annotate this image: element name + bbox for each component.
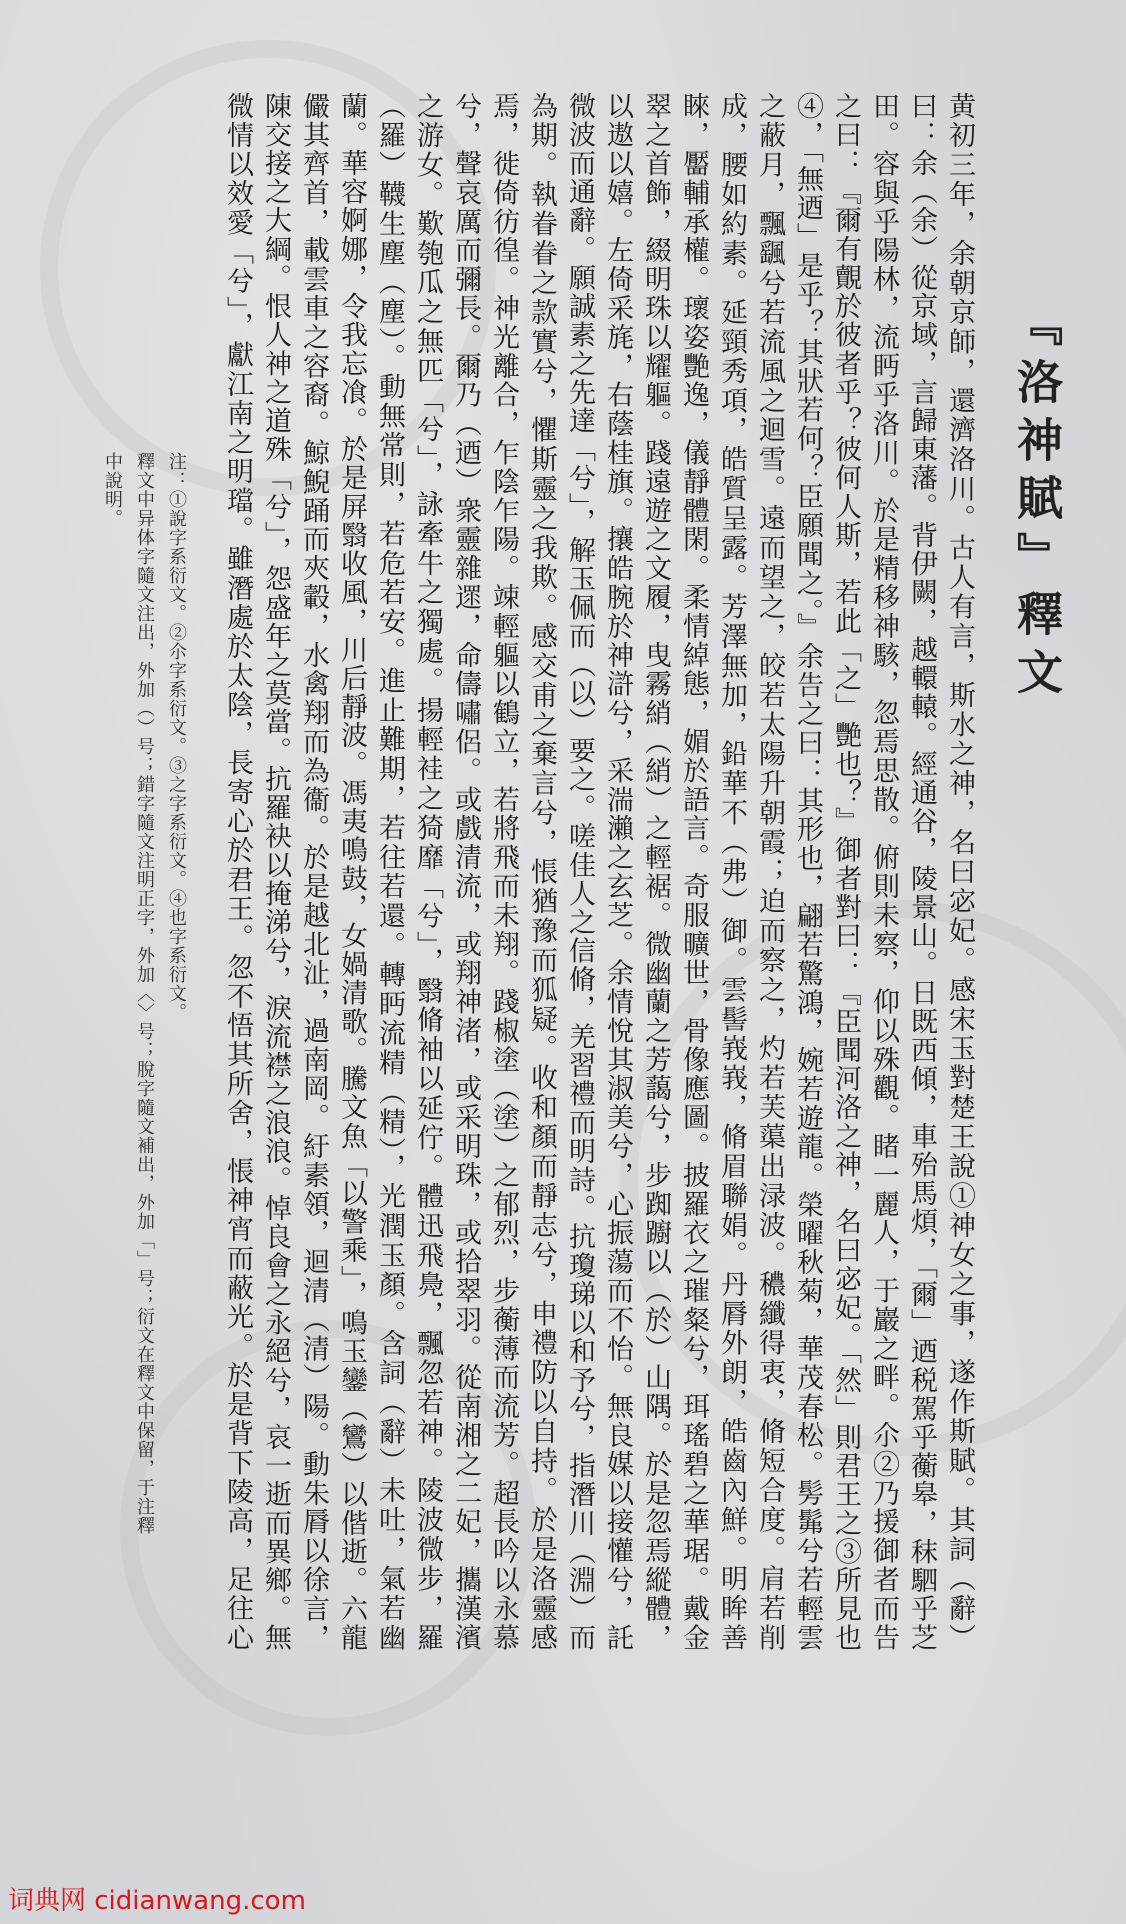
note-line: 中說明。 <box>102 452 123 528</box>
note-line: 注：①說字系衍文。②尒字系衍文。③之字系衍文。④也字系衍文。 <box>166 452 187 1022</box>
site-watermark: 词典网 cidianwang.com <box>8 1886 306 1916</box>
document-title: 『洛神賦』釋文 <box>1010 300 1064 706</box>
transcription-text: 黄初三年，余朝京師，還濟洛川。古人有言，斯水之神，名曰宓妃。感宋玉對楚王說①神女之事，遂作斯賦。其詞（辭）曰：余（余）從京域，言歸東藩。背伊闕，越轘轅。經通谷，陵景山。日既西傾，車殆馬煩，「爾」迺税駕乎蘅皋，秣駟乎芝田。容與乎陽林，流眄乎洛川。於是精移神駭，忽焉思散。俯則未察，仰以殊觀。睹一麗人，于巖之畔。尒②乃援御者而告之曰：『爾有覿於彼者乎？彼何人斯，若此「之」艷也？』御者對曰：『臣聞河洛之神，名曰宓妃。「然」則君王之③所見也④，「無迺」是乎？其狀若何？臣願聞之。』余告之曰：其形也，翩若驚鴻，婉若遊龍。榮曜秋菊，華茂春松。髣髴兮若輕雲之蔽月，飄颻兮若流風之迴雪。遠而望之，皎若太陽升朝霞；迫而察之，灼若芙蕖出渌波。穠纖得衷，脩短合度。肩若削成，腰如約素。延頸秀項，皓質呈露。芳澤無加，鉛華不（弗）御。雲髻峩峩，脩眉聯娟。丹脣外朗，皓齒內鮮。明眸善睞，靨輔承權。瓌姿艷逸，儀靜體閑。柔情綽態，媚於語言。奇服曠世，骨像應圖。披羅衣之璀粲兮，珥瑤碧之華琚。戴金翠之首飾，綴明珠以耀軀。踐遠遊之文履，曳霧綃（綃）之輕裾。微幽蘭之芳藹兮，步踟躕以（於）山隅。於是忽焉縱體，以遨以嬉。左倚采旄，右蔭桂旗。攘皓腕於神滸兮，采湍瀨之玄芝。余情悅其淑美兮，心振蕩而不怡。無良媒以接懽兮，託微波而通辭。願誠素之先達「兮」，解玉佩而（以）要之。嗟佳人之信脩，羌習禮而明詩。抗瓊珶以和予兮，指潛川（淵）而為期。執眷眷之款實兮，懼斯靈之我欺。感交甫之棄言兮，悵猶豫而狐疑。收和顏而靜志兮，申禮防以自持。於是洛靈感焉，徙倚彷徨。神光離合，乍陰乍陽。竦輕軀以鶴立，若將飛而未翔。踐椒塗（塗）之郁烈，步蘅薄而流芳。超長吟以永慕兮，聲哀厲而彌長。爾乃（迺）衆靈雜遝，命儔嘯侶。或戲清流，或翔神渚，或采明珠，或拾翠羽。從南湘之二妃，攜漢濱之游女。歎匏瓜之無匹「兮」，詠牽牛之獨處。揚輕袿之猗靡「兮」，翳脩袖以延佇。體迅飛鳧，飄忽若神。陵波微步，羅（羅）韈生塵（塵）。動無常則，若危若安。進止難期，若往若還。轉眄流精（精），光潤玉顏。含詞（辭）未吐，氣若幽蘭。華容婀娜，令我忘飡。於是屏翳收風，川后靜波。馮夷鳴鼓，女媧清歌。騰文魚「以警乘」，鳴玉鑾（鸞）以偕逝。六龍儼其齊首，載雲車之容裔。鯨鯢踊而夾轂，水禽翔而為衞。於是越北沚，過南岡。紆素領，迴清（清）陽。動朱脣以徐言，陳交接之大綱。恨人神之道殊「兮」，怨盛年之莫當。抗羅袂以掩涕兮，淚流襟之浪浪。悼良會之永絕兮，哀一逝而異鄉。無微情以效愛「兮」，獻江南之明璫。雖潛處於太陰，長寄心於君王。忽不悟其所舍，悵神宵而蔽光。於是背下陵高，足往心 <box>222 92 975 1652</box>
note-line: 釋文中异体字隨文注出，外加（）号；錯字隨文注明正字，外加〈〉号；脫字隨文補出，外加「」号；衍文在釋文中保留，于注釋 <box>134 452 155 1535</box>
notes-section <box>92 452 192 1882</box>
